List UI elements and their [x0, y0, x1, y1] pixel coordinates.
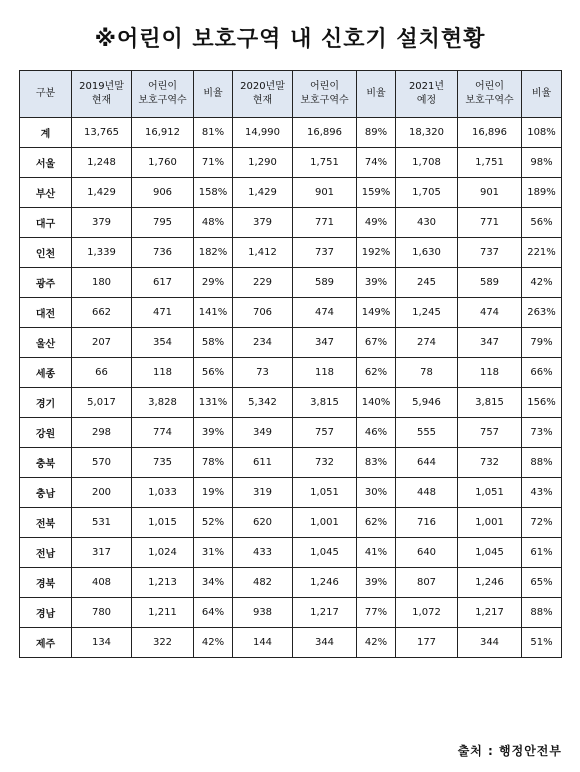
table-cell: 140% [357, 388, 396, 418]
column-header-line: 어린이 [148, 81, 177, 92]
region-label: 대구 [20, 208, 72, 238]
table-cell: 245 [396, 268, 458, 298]
table-cell: 347 [458, 328, 522, 358]
table-cell: 317 [72, 538, 132, 568]
table-cell: 31% [194, 538, 233, 568]
table-cell: 30% [357, 478, 396, 508]
signal-installation-table [19, 70, 562, 658]
table-cell: 16,896 [293, 118, 357, 148]
table-cell: 1,217 [458, 598, 522, 628]
table-cell: 229 [233, 268, 293, 298]
table-cell: 737 [458, 238, 522, 268]
table-cell: 662 [72, 298, 132, 328]
table-cell: 74% [357, 148, 396, 178]
table-cell: 98% [522, 148, 562, 178]
table-row [20, 388, 562, 418]
region-label: 대전 [20, 298, 72, 328]
table-cell: 344 [293, 628, 357, 658]
table-cell: 433 [233, 538, 293, 568]
table-row [20, 598, 562, 628]
table-row [20, 358, 562, 388]
table-cell: 42% [522, 268, 562, 298]
column-header-line: 비율 [531, 88, 552, 99]
table-cell: 1,024 [132, 538, 194, 568]
table-cell: 732 [458, 448, 522, 478]
table-cell: 732 [293, 448, 357, 478]
table-cell: 1,248 [72, 148, 132, 178]
table-cell: 16,896 [458, 118, 522, 148]
table-cell: 1,072 [396, 598, 458, 628]
region-label: 제주 [20, 628, 72, 658]
table-cell: 88% [522, 448, 562, 478]
table-cell: 3,815 [293, 388, 357, 418]
table-cell: 51% [522, 628, 562, 658]
table-cell: 274 [396, 328, 458, 358]
table-cell: 131% [194, 388, 233, 418]
column-header-line: 예정 [416, 95, 437, 106]
table-cell: 263% [522, 298, 562, 328]
table-cell: 221% [522, 238, 562, 268]
column-header [357, 71, 396, 118]
column-header [132, 71, 194, 118]
table-cell: 1,051 [458, 478, 522, 508]
table-cell: 1,045 [458, 538, 522, 568]
column-header [194, 71, 233, 118]
table-cell: 234 [233, 328, 293, 358]
table-cell: 89% [357, 118, 396, 148]
table-cell: 347 [293, 328, 357, 358]
table-cell: 1,245 [396, 298, 458, 328]
table-cell: 354 [132, 328, 194, 358]
column-header-line: 보호구역수 [300, 95, 349, 106]
region-label: 부산 [20, 178, 72, 208]
column-header-line: 2021년 [408, 81, 445, 92]
table-cell: 757 [458, 418, 522, 448]
table-cell: 192% [357, 238, 396, 268]
table-cell: 56% [522, 208, 562, 238]
table-cell: 1,751 [293, 148, 357, 178]
table-cell: 118 [132, 358, 194, 388]
table-cell: 34% [194, 568, 233, 598]
table-cell: 906 [132, 178, 194, 208]
region-label: 충북 [20, 448, 72, 478]
column-header-line: 보호구역수 [138, 95, 187, 106]
table-cell: 1,751 [458, 148, 522, 178]
table-row [20, 148, 562, 178]
region-label: 인천 [20, 238, 72, 268]
table-cell: 938 [233, 598, 293, 628]
table-row [20, 538, 562, 568]
table-cell: 555 [396, 418, 458, 448]
table-cell: 570 [72, 448, 132, 478]
table-cell: 52% [194, 508, 233, 538]
region-label: 전남 [20, 538, 72, 568]
table-cell: 1,217 [293, 598, 357, 628]
table-cell: 78% [194, 448, 233, 478]
table-cell: 448 [396, 478, 458, 508]
table-cell: 735 [132, 448, 194, 478]
table-cell: 771 [458, 208, 522, 238]
table-cell: 1,211 [132, 598, 194, 628]
table-cell: 5,342 [233, 388, 293, 418]
column-header-line: 어린이 [475, 81, 504, 92]
table-cell: 1,045 [293, 538, 357, 568]
column-header [20, 71, 72, 118]
table-cell: 72% [522, 508, 562, 538]
table-cell: 141% [194, 298, 233, 328]
table-cell: 617 [132, 268, 194, 298]
table-cell: 58% [194, 328, 233, 358]
table-cell: 379 [72, 208, 132, 238]
table-cell: 62% [357, 508, 396, 538]
table-cell: 5,946 [396, 388, 458, 418]
table-cell: 1,290 [233, 148, 293, 178]
table-cell: 88% [522, 598, 562, 628]
table-cell: 118 [293, 358, 357, 388]
table-cell: 79% [522, 328, 562, 358]
page-title: ※어린이 보호구역 내 신호기 설치현황 [94, 27, 486, 52]
table-row [20, 508, 562, 538]
table-cell: 1,051 [293, 478, 357, 508]
source-note: 출처 : 행정안전부 [457, 744, 562, 758]
column-header-line: 어린이 [310, 81, 339, 92]
table-cell: 1,630 [396, 238, 458, 268]
table-cell: 83% [357, 448, 396, 478]
table-cell: 589 [293, 268, 357, 298]
table-cell: 807 [396, 568, 458, 598]
table-cell: 1,246 [458, 568, 522, 598]
table-cell: 149% [357, 298, 396, 328]
column-header-line: 2020년말 [240, 81, 285, 92]
table-cell: 349 [233, 418, 293, 448]
table-row [20, 478, 562, 508]
table-row [20, 298, 562, 328]
table-row [20, 268, 562, 298]
table-cell: 73 [233, 358, 293, 388]
table-cell: 322 [132, 628, 194, 658]
table-cell: 620 [233, 508, 293, 538]
table-cell: 589 [458, 268, 522, 298]
table-cell: 1,705 [396, 178, 458, 208]
table-row [20, 178, 562, 208]
table-cell: 774 [132, 418, 194, 448]
table-cell: 41% [357, 538, 396, 568]
region-label: 경기 [20, 388, 72, 418]
table-cell: 64% [194, 598, 233, 628]
table-cell: 474 [293, 298, 357, 328]
table-cell: 66 [72, 358, 132, 388]
table-cell: 482 [233, 568, 293, 598]
table-cell: 5,017 [72, 388, 132, 418]
table-cell: 156% [522, 388, 562, 418]
table-row [20, 328, 562, 358]
table-cell: 71% [194, 148, 233, 178]
table-cell: 611 [233, 448, 293, 478]
table-cell: 771 [293, 208, 357, 238]
column-header [396, 71, 458, 118]
table-cell: 61% [522, 538, 562, 568]
table-cell: 65% [522, 568, 562, 598]
table-cell: 344 [458, 628, 522, 658]
table-cell: 78 [396, 358, 458, 388]
region-label: 세종 [20, 358, 72, 388]
table-cell: 29% [194, 268, 233, 298]
table-cell: 66% [522, 358, 562, 388]
column-header [293, 71, 357, 118]
table-cell: 39% [357, 268, 396, 298]
table-cell: 531 [72, 508, 132, 538]
table-cell: 144 [233, 628, 293, 658]
table-cell: 1,001 [293, 508, 357, 538]
column-header-line: 비율 [366, 88, 386, 99]
column-header [458, 71, 522, 118]
table-row [20, 568, 562, 598]
table-row [20, 418, 562, 448]
table-cell: 379 [233, 208, 293, 238]
table-cell: 42% [194, 628, 233, 658]
table-row [20, 628, 562, 658]
table-row [20, 238, 562, 268]
table-cell: 62% [357, 358, 396, 388]
table-cell: 706 [233, 298, 293, 328]
table-row [20, 208, 562, 238]
column-header-line: 구분 [35, 88, 56, 99]
column-header [233, 71, 293, 118]
table-cell: 430 [396, 208, 458, 238]
table-cell: 471 [132, 298, 194, 328]
table-cell: 640 [396, 538, 458, 568]
table-cell: 1,708 [396, 148, 458, 178]
table-cell: 39% [357, 568, 396, 598]
region-label: 강원 [20, 418, 72, 448]
table-cell: 39% [194, 418, 233, 448]
table-cell: 46% [357, 418, 396, 448]
table-cell: 43% [522, 478, 562, 508]
region-label: 충남 [20, 478, 72, 508]
table-cell: 118 [458, 358, 522, 388]
table-cell: 16,912 [132, 118, 194, 148]
table-cell: 1,412 [233, 238, 293, 268]
table-cell: 408 [72, 568, 132, 598]
table-cell: 1,033 [132, 478, 194, 508]
table-cell: 159% [357, 178, 396, 208]
table-cell: 14,990 [233, 118, 293, 148]
table-cell: 901 [293, 178, 357, 208]
table-cell: 158% [194, 178, 233, 208]
table-cell: 81% [194, 118, 233, 148]
table-cell: 736 [132, 238, 194, 268]
table-cell: 108% [522, 118, 562, 148]
column-header-line: 현재 [91, 95, 112, 106]
table-cell: 134 [72, 628, 132, 658]
table-cell: 780 [72, 598, 132, 628]
table-cell: 18,320 [396, 118, 458, 148]
table-cell: 319 [233, 478, 293, 508]
region-label: 경남 [20, 598, 72, 628]
table-cell: 1,339 [72, 238, 132, 268]
table-row [20, 448, 562, 478]
table-cell: 737 [293, 238, 357, 268]
table-cell: 1,429 [233, 178, 293, 208]
table-cell: 180 [72, 268, 132, 298]
column-header-line: 보호구역수 [465, 95, 514, 106]
region-label: 서울 [20, 148, 72, 178]
table-cell: 1,429 [72, 178, 132, 208]
column-header [72, 71, 132, 118]
table-cell: 13,765 [72, 118, 132, 148]
table-cell: 298 [72, 418, 132, 448]
table-cell: 1,001 [458, 508, 522, 538]
column-header-line: 비율 [203, 88, 223, 99]
table-cell: 901 [458, 178, 522, 208]
table-cell: 207 [72, 328, 132, 358]
table-cell: 1,015 [132, 508, 194, 538]
table-cell: 177 [396, 628, 458, 658]
table-cell: 795 [132, 208, 194, 238]
table-cell: 474 [458, 298, 522, 328]
table-cell: 56% [194, 358, 233, 388]
table-cell: 757 [293, 418, 357, 448]
table-body [20, 118, 562, 658]
table-cell: 19% [194, 478, 233, 508]
table-cell: 48% [194, 208, 233, 238]
table-cell: 200 [72, 478, 132, 508]
column-header-line: 현재 [252, 95, 273, 106]
table-cell: 189% [522, 178, 562, 208]
region-label: 계 [20, 118, 72, 148]
table-row [20, 118, 562, 148]
region-label: 경북 [20, 568, 72, 598]
table-header-row [20, 71, 562, 118]
table-cell: 182% [194, 238, 233, 268]
table-cell: 716 [396, 508, 458, 538]
table-cell: 67% [357, 328, 396, 358]
column-header-line: 2019년말 [79, 81, 124, 92]
table-cell: 3,828 [132, 388, 194, 418]
region-label: 광주 [20, 268, 72, 298]
table-cell: 1,246 [293, 568, 357, 598]
table-cell: 1,760 [132, 148, 194, 178]
region-label: 전북 [20, 508, 72, 538]
column-header [522, 71, 562, 118]
region-label: 울산 [20, 328, 72, 358]
table-cell: 77% [357, 598, 396, 628]
table-cell: 1,213 [132, 568, 194, 598]
table-cell: 3,815 [458, 388, 522, 418]
table-cell: 49% [357, 208, 396, 238]
table-cell: 644 [396, 448, 458, 478]
table-cell: 73% [522, 418, 562, 448]
table-cell: 42% [357, 628, 396, 658]
